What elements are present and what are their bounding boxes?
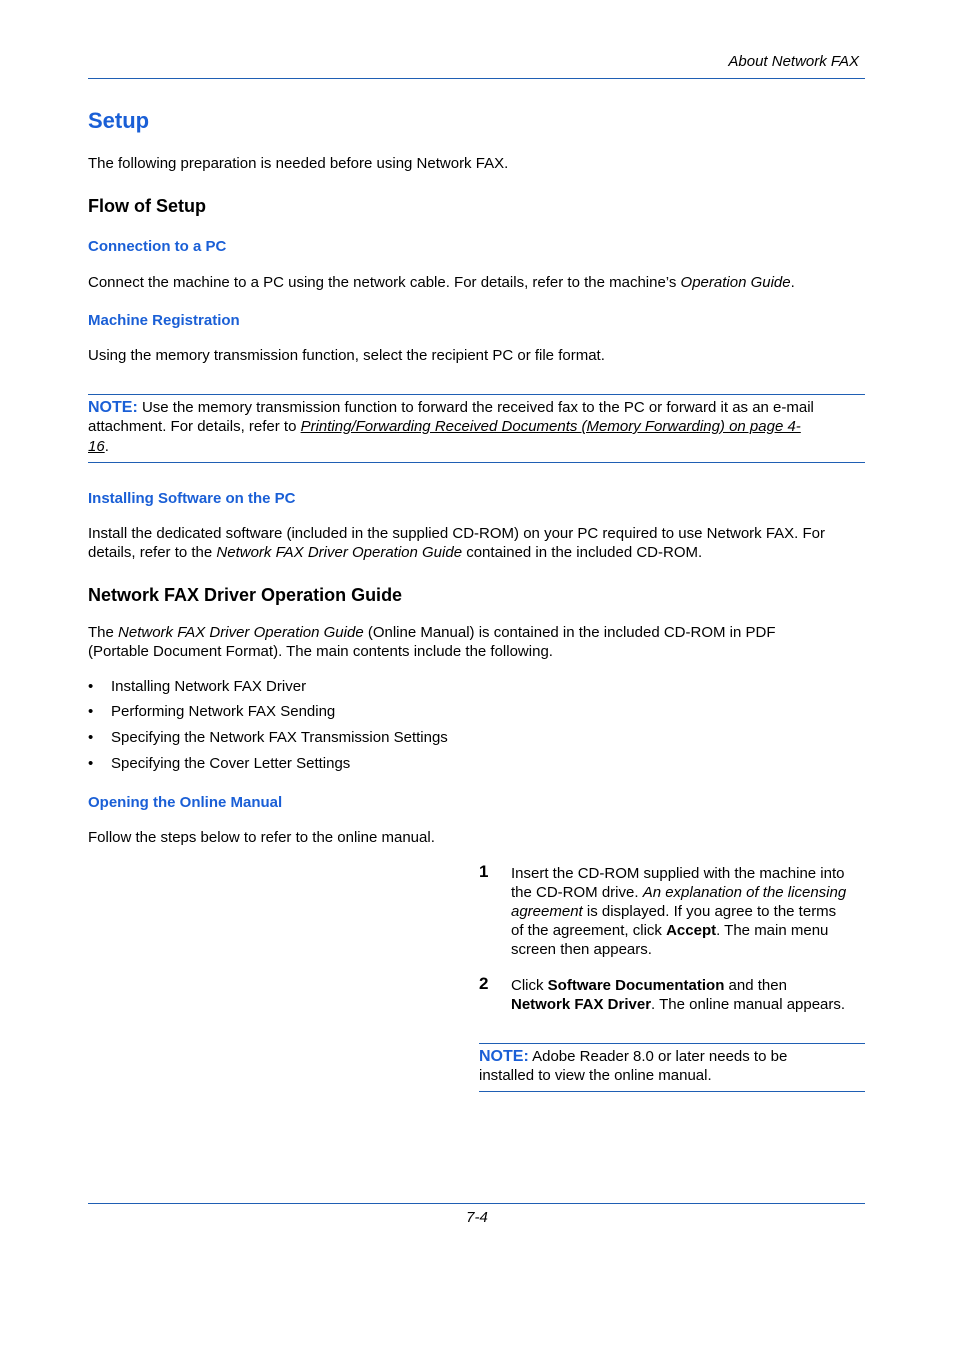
note1 [88, 398, 865, 456]
step-number: 1 [479, 862, 489, 881]
step1-line4-end: . The main menu [716, 922, 829, 939]
note2-label: NOTE: [479, 1048, 529, 1065]
flow-heading: Flow of Setup [88, 196, 206, 216]
note2-line2: installed to view the online manual. [479, 1067, 712, 1084]
step2-line2: . The online manual appears. [651, 996, 846, 1013]
step1-text [511, 864, 871, 959]
installing-line2-end: contained in the included CD-ROM. [462, 544, 703, 561]
registration-text: Using the memory transmission function, select the recipient PC or file format. [88, 347, 605, 364]
step2-line1: Click [511, 977, 548, 994]
step1-line1: Insert the CD-ROM supplied with the machine into [511, 865, 845, 882]
bullet-marker: • [88, 703, 94, 720]
connection-text-end: . [790, 274, 795, 291]
step1-line4: of the agreement, click [511, 922, 667, 939]
footer-rule [88, 1203, 865, 1204]
online-intro: Follow the steps below to refer to the online manual. [88, 829, 435, 846]
software-documentation-label: Software Documentation [547, 977, 725, 994]
connection-heading: Connection to a PC [88, 238, 227, 255]
list-item [88, 703, 335, 720]
running-header: About Network FAX [728, 53, 859, 70]
guide-text [88, 623, 865, 661]
operation-guide-ref: Operation Guide [680, 274, 791, 291]
bullet-marker: • [88, 755, 94, 772]
list-item-text: Specifying the Cover Letter Settings [111, 755, 351, 772]
list-item [88, 729, 448, 746]
guide-line1: The [88, 624, 119, 641]
guide-line2: (Portable Document Format). The main contents include the following. [88, 643, 553, 660]
intro-text: The following preparation is needed before using Network FAX. [88, 155, 509, 172]
page-title: Setup [88, 108, 150, 133]
step1-line2-italic: An explanation of the licensing [642, 884, 847, 901]
network-fax-driver-label: Network FAX Driver [511, 996, 652, 1013]
note1-line2: attachment. For details, refer to [88, 418, 301, 435]
note1-label: NOTE: [88, 399, 138, 416]
installing-text [88, 524, 865, 562]
guide-heading: Network FAX Driver Operation Guide [88, 585, 403, 605]
online-heading: Opening the Online Manual [88, 794, 283, 811]
note1-bottom-rule [88, 462, 865, 463]
installing-line1: Install the dedicated software (included in the supplied CD-ROM) on your PC required to use Network FAX. For [88, 525, 826, 542]
step2-line1-end: and then [724, 977, 787, 994]
memory-forwarding-link[interactable]: Printing/Forwarding Received Documents (Memory Forwarding) on page 4- [300, 418, 801, 435]
note2-line1: Adobe Reader 8.0 or later needs to be [528, 1048, 788, 1065]
list-item-text: Performing Network FAX Sending [111, 703, 336, 720]
accept-label: Accept [666, 922, 717, 939]
list-item [88, 678, 306, 695]
driver-guide-ref: Network FAX Driver Operation Guide [216, 544, 463, 561]
list-item-text: Installing Network FAX Driver [111, 678, 307, 695]
connection-text [88, 273, 795, 292]
note1-suffix: . [104, 438, 109, 455]
installing-line2: details, refer to the [88, 544, 217, 561]
installing-heading: Installing Software on the PC [88, 490, 296, 507]
guide-title-ref: Network FAX Driver Operation Guide [118, 624, 364, 641]
memory-forwarding-link-page[interactable]: 16 [88, 438, 105, 455]
list-item [88, 755, 350, 772]
step1-line2: the CD-ROM drive. [511, 884, 643, 901]
page-number: 7-4 [466, 1209, 488, 1226]
note1-line1: Use the memory transmission function to forward the received fax to the PC or forward it as an e-mail [137, 399, 814, 416]
bullet-marker: • [88, 729, 94, 746]
step-number: 2 [479, 974, 489, 993]
step1-line5: screen then appears. [511, 941, 652, 958]
bullet-marker: • [88, 678, 94, 695]
note2-bottom-rule [479, 1091, 865, 1092]
guide-line1-end: (Online Manual) is contained in the included CD-ROM in PDF [363, 624, 776, 641]
note1-top-rule [88, 394, 865, 395]
step1-line3-italic: agreement [511, 903, 583, 920]
step2-text [511, 976, 871, 1014]
note2 [479, 1047, 865, 1085]
note2-top-rule [479, 1043, 865, 1044]
connection-text-main: Connect the machine to a PC using the network cable. For details, refer to the machine’s [88, 274, 681, 291]
list-item-text: Specifying the Network FAX Transmission Settings [111, 729, 448, 746]
registration-heading: Machine Registration [88, 312, 240, 329]
step1-line3: is displayed. If you agree to the terms [582, 903, 837, 920]
header-rule [88, 78, 865, 79]
